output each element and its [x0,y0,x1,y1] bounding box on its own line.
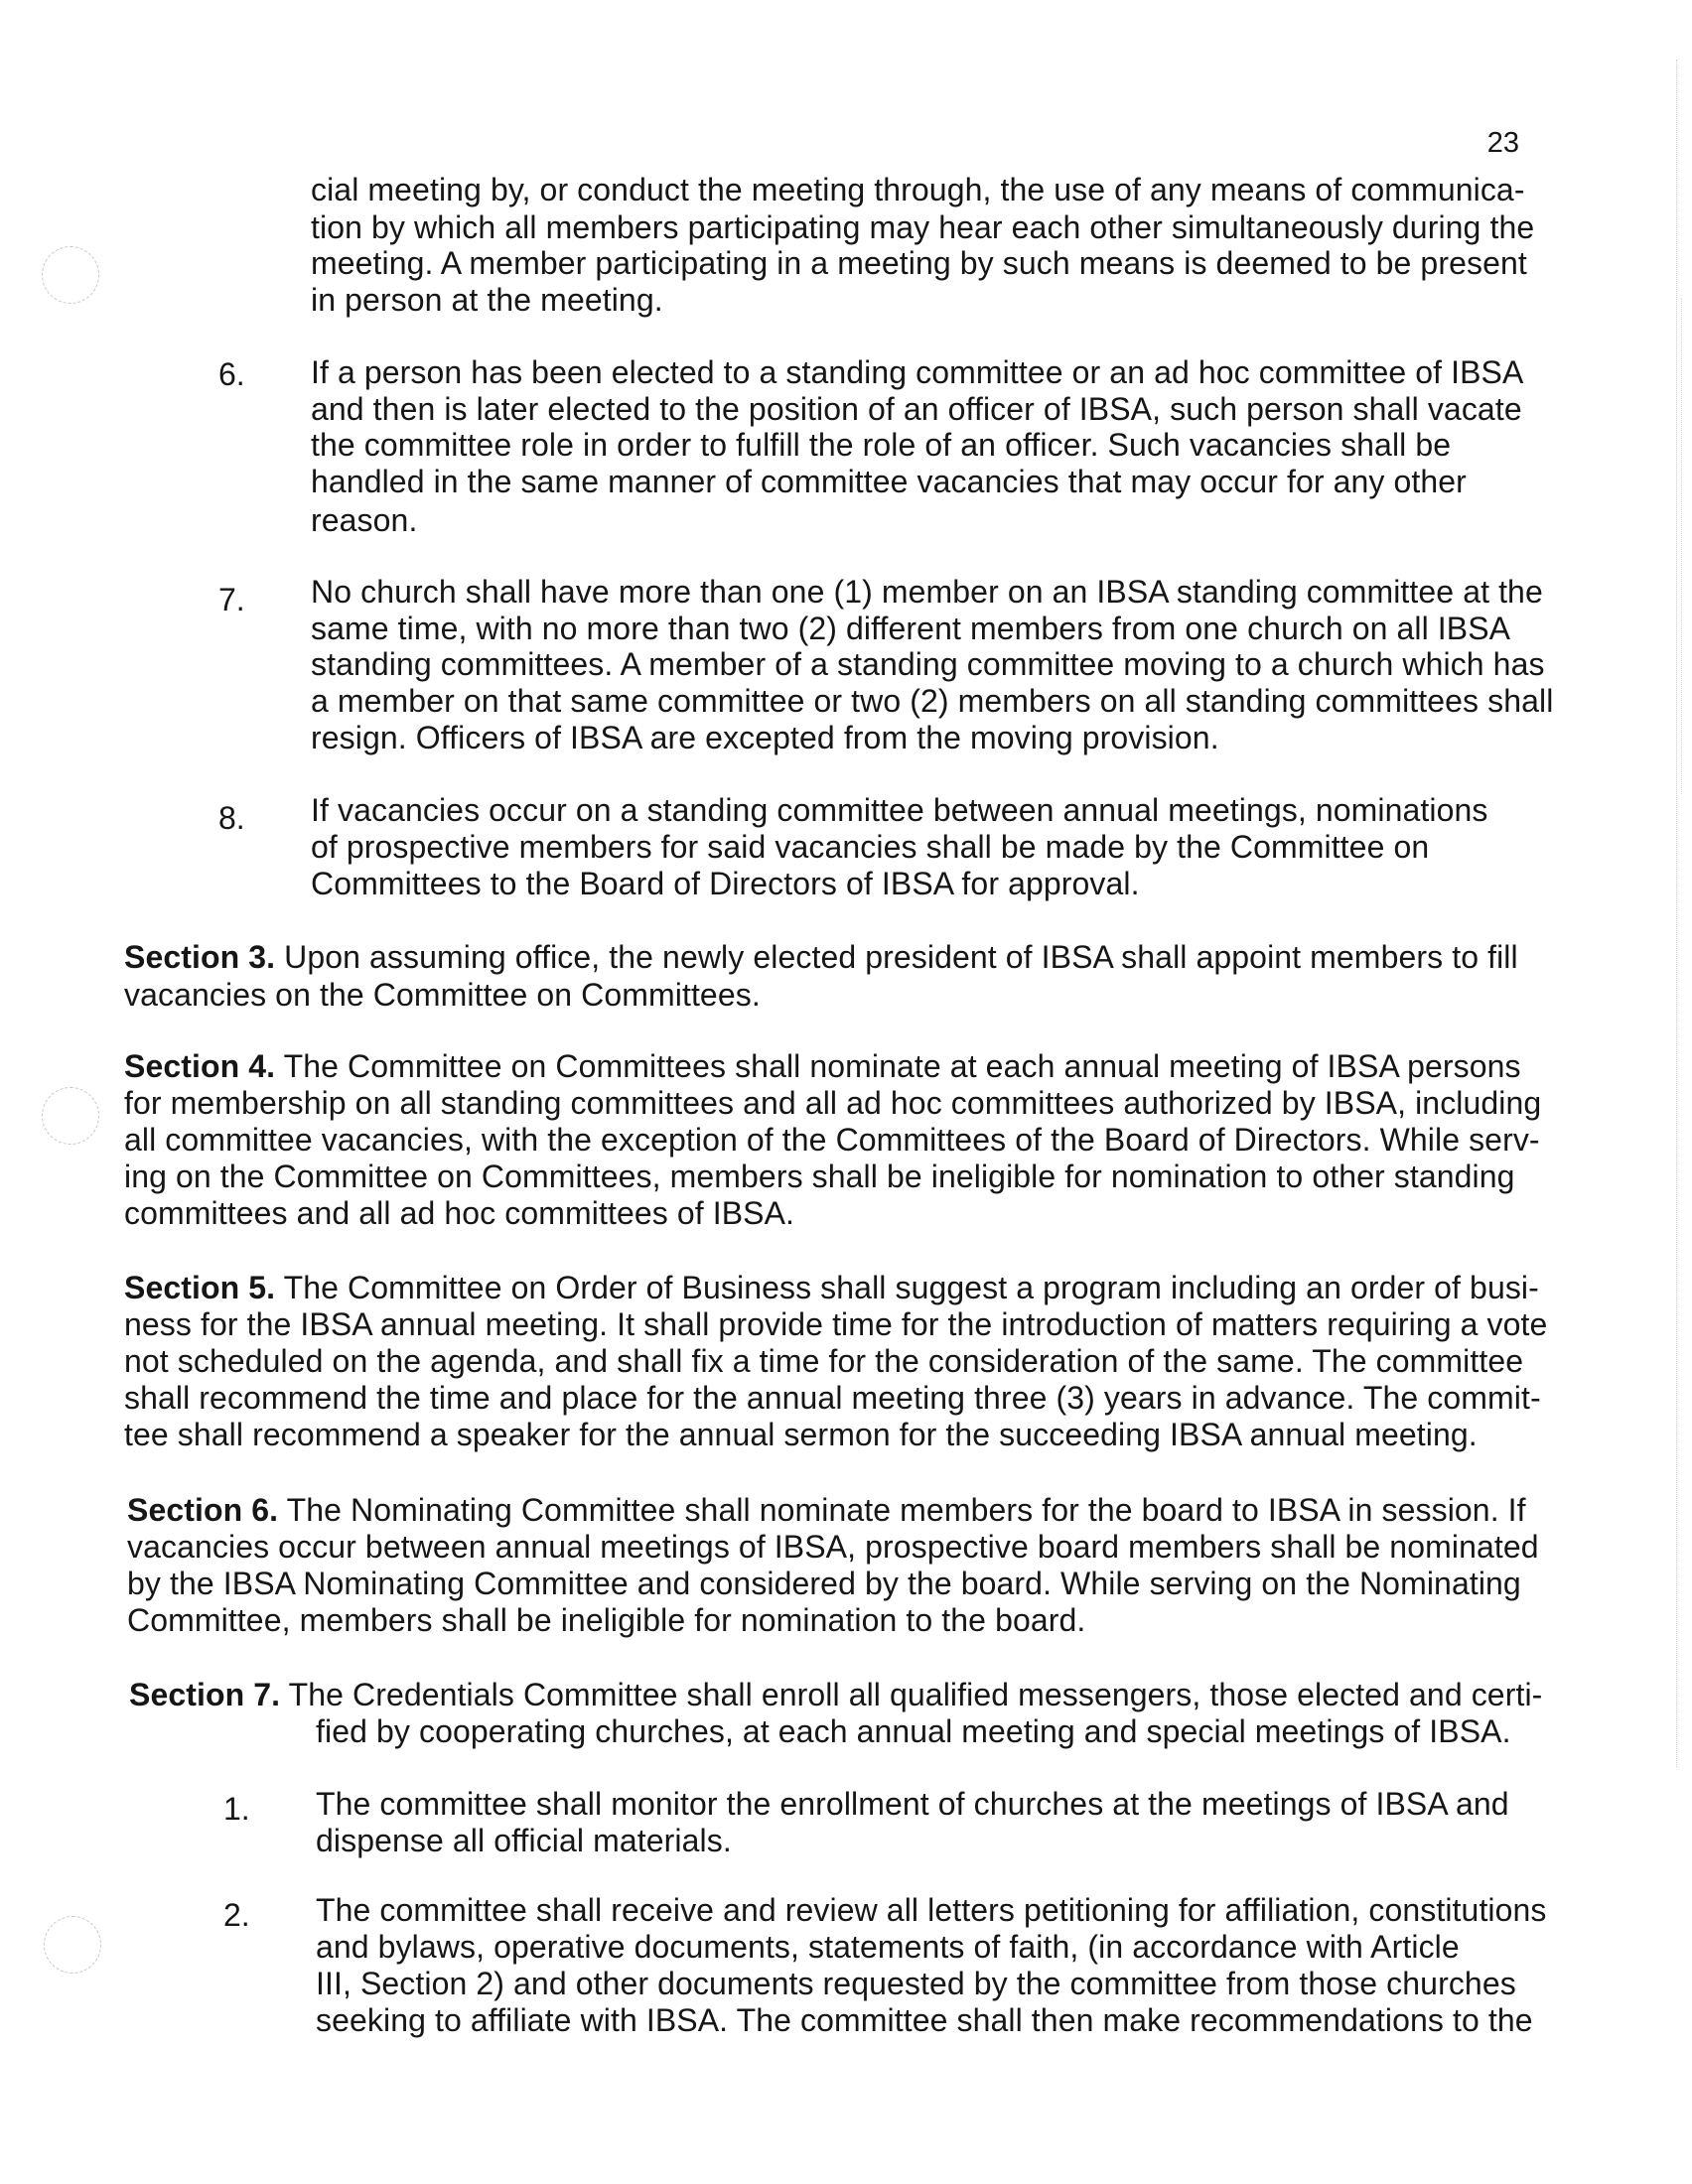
text-line: dispense all official materials. [316,1823,732,1858]
scan-edge-secondary [1681,298,1682,794]
text-line: and bylaws, operative documents, statements of faith, (in accordance with Article [316,1929,1460,1965]
text-line: vacancies on the Committee on Committees. [124,977,761,1013]
list-item-number: 7. [218,582,245,617]
text-line: reason. [311,502,418,538]
section-text: The Nominating Committee shall nominate members for the board to IBSA in session. If [278,1492,1526,1528]
text-line: ing on the Committee on Committees, members shall be ineligible for nomination to other standing [124,1159,1515,1194]
section-label: Section 5. [124,1270,276,1305]
section-text: The Committee on Committees shall nominate at each annual meeting of IBSA persons [275,1048,1521,1084]
section-label: Section 3. [124,939,276,975]
text-line: ness for the IBSA annual meeting. It shall provide time for the introduction of matters requiring a vote [124,1306,1548,1342]
text-line: No church shall have more than one (1) member on an IBSA standing committee at the [311,574,1543,610]
text-line: cial meeting by, or conduct the meeting through, the use of any means of communica- [311,172,1525,207]
text-line: If a person has been elected to a standing committee or an ad hoc committee of IBSA [311,354,1524,390]
list-item-number: 1. [223,1791,250,1827]
text-line: tion by which all members participating may hear each other simultaneously during the [311,209,1535,245]
list-item-number: 8. [218,800,245,836]
punch-hole-bottom [44,1916,101,1974]
section-7-heading-line [129,1676,1542,1713]
text-line: fied by cooperating churches, at each annual meeting and special meetings of IBSA. [316,1713,1511,1749]
page-number: 23 [1486,127,1519,159]
text-line: committees and all ad hoc committees of IBSA. [124,1195,795,1231]
section-label: Section 7. [129,1677,281,1712]
section-label: Section 4. [124,1048,276,1084]
text-line: meeting. A member participating in a meeting by such means is deemed to be present [311,245,1527,281]
text-line: resign. Officers of IBSA are excepted from the moving provision. [311,720,1219,755]
section-5-heading-line [124,1269,1539,1306]
text-line: Committee, members shall be ineligible for nomination to the board. [127,1602,1086,1638]
text-line: of prospective members for said vacancies shall be made by the Committee on [311,829,1430,865]
text-line: same time, with no more than two (2) different members from one church on all IBSA [311,611,1511,646]
text-line: not scheduled on the agenda, and shall fix a time for the consideration of the same. The committee [124,1343,1524,1379]
section-label: Section 6. [127,1492,279,1528]
text-line: in person at the meeting. [311,282,663,318]
text-line: the committee role in order to fulfill the role of an officer. Such vacancies shall be [311,427,1452,463]
section-4-heading-line [124,1047,1521,1085]
section-text: The Credentials Committee shall enroll all qualified messengers, those elected and certi- [280,1677,1543,1712]
scan-edge [1676,60,1677,1767]
section-text: The Committee on Order of Business shall suggest a program including an order of busi- [275,1270,1539,1305]
text-line: for membership on all standing committees and all ad hoc committees authorized by IBSA, including [124,1085,1542,1121]
text-line: and then is later elected to the position of an officer of IBSA, such person shall vacate [311,391,1522,427]
punch-hole-middle [42,1087,99,1145]
text-line: all committee vacancies, with the exception of the Committees of the Board of Directors. While serv- [124,1122,1540,1158]
list-item-number: 6. [218,356,245,392]
text-line: seeking to affiliate with IBSA. The committee shall then make recommendations to the [316,2002,1533,2038]
text-line: standing committees. A member of a standing committee moving to a church which has [311,646,1545,682]
text-line: If vacancies occur on a standing committee between annual meetings, nominations [311,792,1488,828]
section-text: Upon assuming office, the newly elected president of IBSA shall appoint members to fill [275,939,1518,975]
text-line: III, Section 2) and other documents requested by the committee from those churches [316,1966,1516,2001]
section-6-heading-line [127,1491,1526,1529]
text-line: a member on that same committee or two (2) members on all standing committees shall [311,683,1554,719]
text-line: tee shall recommend a speaker for the annual sermon for the succeeding IBSA annual meeting. [124,1417,1478,1452]
text-line: The committee shall monitor the enrollment of churches at the meetings of IBSA and [316,1786,1509,1822]
text-line: by the IBSA Nominating Committee and considered by the board. While serving on the Nominating [127,1566,1521,1601]
text-line: shall recommend the time and place for the annual meeting three (3) years in advance. The commit- [124,1380,1541,1416]
text-line: The committee shall receive and review all letters petitioning for affiliation, constitutions [316,1892,1547,1928]
section-3-heading-line [124,938,1518,976]
text-line: handled in the same manner of committee vacancies that may occur for any other [311,464,1467,499]
text-line: vacancies occur between annual meetings of IBSA, prospective board members shall be nominated [127,1529,1539,1565]
punch-hole-top [42,246,99,304]
text-line: Committees to the Board of Directors of IBSA for approval. [311,866,1140,901]
list-item-number: 2. [223,1897,250,1933]
